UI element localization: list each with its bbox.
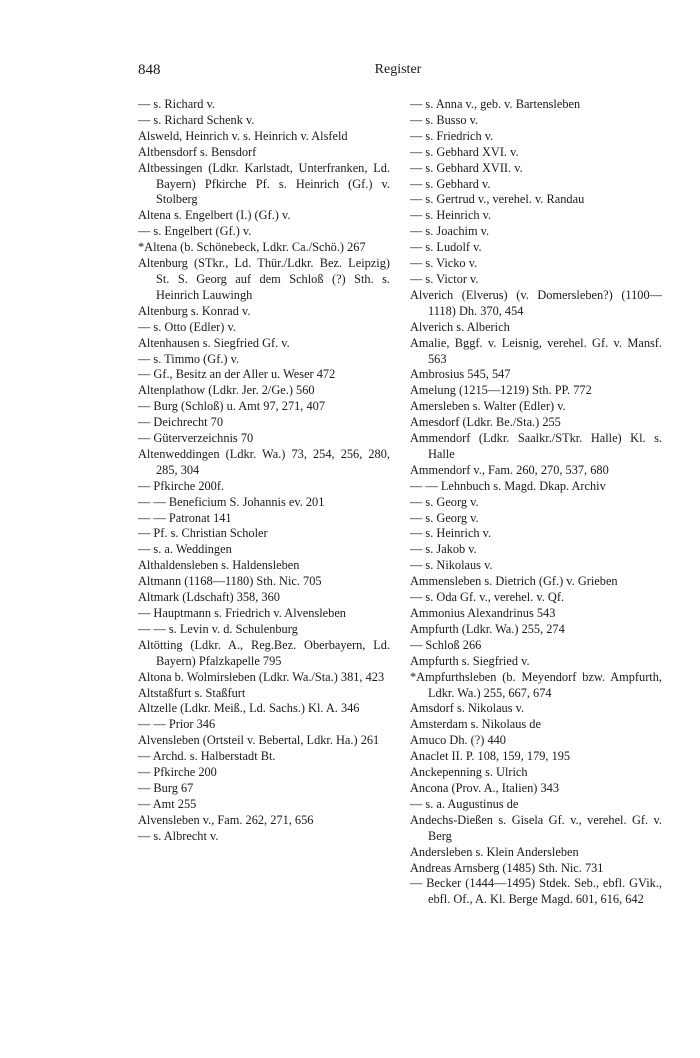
index-entry: — — Beneficium S. Johannis ev. 201 xyxy=(138,494,325,509)
index-entry: Altenburg s. Konrad v. xyxy=(138,303,251,318)
index-entry: Altenburg (STkr., Ld. Thür./Ldkr. Bez. Leipzig) St. S. Georg auf dem Schloß (?) Sth. s. Heinrich Lauwingh xyxy=(138,256,390,302)
index-entry: Amelung (1215—1219) Sth. PP. 772 xyxy=(410,383,592,398)
index-entry: Althaldensleben s. Haldensleben xyxy=(138,558,300,573)
index-entry: Altenweddingen (Ldkr. Wa.) 73, 254, 256, 280, 285, 304 xyxy=(138,446,390,477)
index-entry: Ampfurth (Ldkr. Wa.) 255, 274 xyxy=(410,621,565,636)
index-entry: Altona b. Wolmirsleben (Ldkr. Wa./Sta.) 381, 423 xyxy=(138,669,385,684)
index-column-left xyxy=(138,97,390,845)
index-entry: Alverich s. Alberich xyxy=(410,319,510,334)
index-entry: Amuco Dh. (?) 440 xyxy=(410,733,506,748)
index-entry: — s. Anna v., geb. v. Bartensleben xyxy=(410,97,581,111)
index-entry: — s. Richard v. xyxy=(138,97,216,111)
index-entry: — — s. Levin v. d. Schulenburg xyxy=(138,621,298,636)
index-entry: — Hauptmann s. Friedrich v. Alvensleben xyxy=(138,606,346,620)
index-entry: — s. Victor v. xyxy=(410,271,479,286)
index-entry: Ampfurth s. Siegfried v. xyxy=(410,653,530,668)
index-entry: — s. Heinrich v. xyxy=(410,208,492,223)
index-entry: — s. Gebhard v. xyxy=(410,176,491,191)
index-entry: Ammonius Alexandrinus 543 xyxy=(410,606,556,620)
index-entry: — s. Timmo (Gf.) v. xyxy=(138,351,240,366)
index-entry: Alsweld, Heinrich v. s. Heinrich v. Alsfeld xyxy=(138,128,348,143)
index-entry: — Pfkirche 200f. xyxy=(138,478,225,493)
index-entry: — Gf., Besitz an der Aller u. Weser 472 xyxy=(138,367,336,382)
index-entry: Alverich (Elverus) (v. Domersleben?) (1100—1118) Dh. 370, 454 xyxy=(410,287,662,318)
index-entry: Amsdorf s. Nikolaus v. xyxy=(410,701,525,716)
index-entry: Ammendorf v., Fam. 260, 270, 537, 680 xyxy=(410,462,609,477)
index-entry: — Schloß 266 xyxy=(410,637,482,652)
index-entry: — Burg 67 xyxy=(138,780,194,795)
index-entry: Altena s. Engelbert (I.) (Gf.) v. xyxy=(138,208,291,223)
index-entry: Amalie, Bggf. v. Leisnig, verehel. Gf. v. Mansf. 563 xyxy=(410,335,662,366)
index-entry: — s. Georg v. xyxy=(410,510,479,525)
index-entry: — s. Busso v. xyxy=(410,112,479,127)
index-entry: — s. a. Augustinus de xyxy=(410,796,519,811)
index-entry: — s. Joachim v. xyxy=(410,224,490,239)
index-entry: Altbensdorf s. Bensdorf xyxy=(138,144,257,159)
index-entry: Altbessingen (Ldkr. Karlstadt, Unterfranken, Ld. Bayern) Pfkirche Pf. s. Heinrich (Gf.) v. Stolberg xyxy=(138,160,390,207)
index-entry: — s. Oda Gf. v., verehel. v. Qf. xyxy=(410,590,565,605)
index-entry: — — Lehnbuch s. Magd. Dkap. Archiv xyxy=(410,478,606,493)
index-entry: Altmark (Ldschaft) 358, 360 xyxy=(138,590,280,605)
page-header xyxy=(138,62,658,82)
index-entry: — s. Otto (Edler) v. xyxy=(138,319,236,334)
index-entry: — Pf. s. Christian Scholer xyxy=(138,526,268,541)
index-entry: *Ampfurthsleben (b. Meyendorf bzw. Ampfurth, Ldkr. Wa.) 255, 667, 674 xyxy=(410,669,662,700)
index-entry: Ammensleben s. Dietrich (Gf.) v. Grieben xyxy=(410,574,618,589)
index-entry: Altmann (1168—1180) Sth. Nic. 705 xyxy=(138,574,322,589)
index-entry: — s. Richard Schenk v. xyxy=(138,112,255,127)
index-entry: — s. Nikolaus v. xyxy=(410,558,493,573)
index-entry: — Pfkirche 200 xyxy=(138,765,217,780)
index-entry: Anaclet II. P. 108, 159, 179, 195 xyxy=(410,749,571,764)
index-entry: — s. Ludolf v. xyxy=(410,240,482,255)
index-entry: Amesdorf (Ldkr. Be./Sta.) 255 xyxy=(410,415,561,430)
index-entry: — s. Vicko v. xyxy=(410,256,478,271)
index-entry: — s. Georg v. xyxy=(410,494,479,509)
index-entry: — Burg (Schloß) u. Amt 97, 271, 407 xyxy=(138,399,325,414)
index-column-right xyxy=(410,97,662,908)
index-entry: Altötting (Ldkr. A., Reg.Bez. Oberbayern, Ld. Bayern) Pfalzkapelle 795 xyxy=(138,637,390,668)
index-entry: Altenplathow (Ldkr. Jer. 2/Ge.) 560 xyxy=(138,383,315,398)
index-entry: Andersleben s. Klein Andersleben xyxy=(410,844,579,859)
running-title: Register xyxy=(374,62,422,77)
index-entry: — Archd. s. Halberstadt Bt. xyxy=(138,749,276,764)
index-entry: — s. Heinrich v. xyxy=(410,526,492,541)
index-entry: — s. Engelbert (Gf.) v. xyxy=(138,224,252,239)
index-entry: — s. Gertrud v., verehel. v. Randau xyxy=(410,192,585,207)
index-entry: — s. a. Weddingen xyxy=(138,542,232,557)
index-entry: Ambrosius 545, 547 xyxy=(410,367,511,382)
index-entry: — Amt 255 xyxy=(138,796,197,811)
index-entry: Amsterdam s. Nikolaus de xyxy=(410,717,541,732)
index-entry: Ancona (Prov. A., Italien) 343 xyxy=(410,780,560,795)
index-entry: Anckepenning s. Ulrich xyxy=(410,765,528,780)
index-entry: Andreas Arnsberg (1485) Sth. Nic. 731 xyxy=(410,860,604,875)
index-entry: Amersleben s. Walter (Edler) v. xyxy=(410,399,566,414)
index-entry: — Deichrecht 70 xyxy=(138,415,224,430)
index-entry: *Altena (b. Schönebeck, Ldkr. Ca./Schö.) 267 xyxy=(138,240,366,255)
index-entry: Altenhausen s. Siegfried Gf. v. xyxy=(138,335,290,350)
index-entry: — Güterverzeichnis 70 xyxy=(138,431,254,446)
index-entry: Altstaßfurt s. Staßfurt xyxy=(138,685,246,700)
page-number: 848 xyxy=(138,62,161,78)
index-entry: Andechs-Dießen s. Gisela Gf. v., verehel. Gf. v. Berg xyxy=(410,812,662,843)
index-entry: — s. Jakob v. xyxy=(410,542,477,557)
index-entry: Ammendorf (Ldkr. Saalkr./STkr. Halle) Kl. s. Halle xyxy=(410,431,662,461)
index-entry: Altzelle (Ldkr. Meiß., Ld. Sachs.) Kl. A. 346 xyxy=(138,701,360,716)
index-entry: — s. Gebhard XVI. v. xyxy=(410,144,519,159)
index-entry: — s. Albrecht v. xyxy=(138,828,219,843)
index-entry: — s. Friedrich v. xyxy=(410,128,494,143)
index-entry: Alvensleben v., Fam. 262, 271, 656 xyxy=(138,812,314,827)
index-entry: Alvensleben (Ortsteil v. Bebertal, Ldkr. Ha.) 261 xyxy=(138,733,380,748)
index-entry: — Becker (1444—1495) Stdek. Seb., ebfl. GVik., ebfl. Of., A. Kl. Berge Magd. 601, 616, 642 xyxy=(410,876,662,907)
index-entry: — — Prior 346 xyxy=(138,717,216,732)
index-entry: — — Patronat 141 xyxy=(138,510,232,525)
index-entry: — s. Gebhard XVII. v. xyxy=(410,160,523,175)
